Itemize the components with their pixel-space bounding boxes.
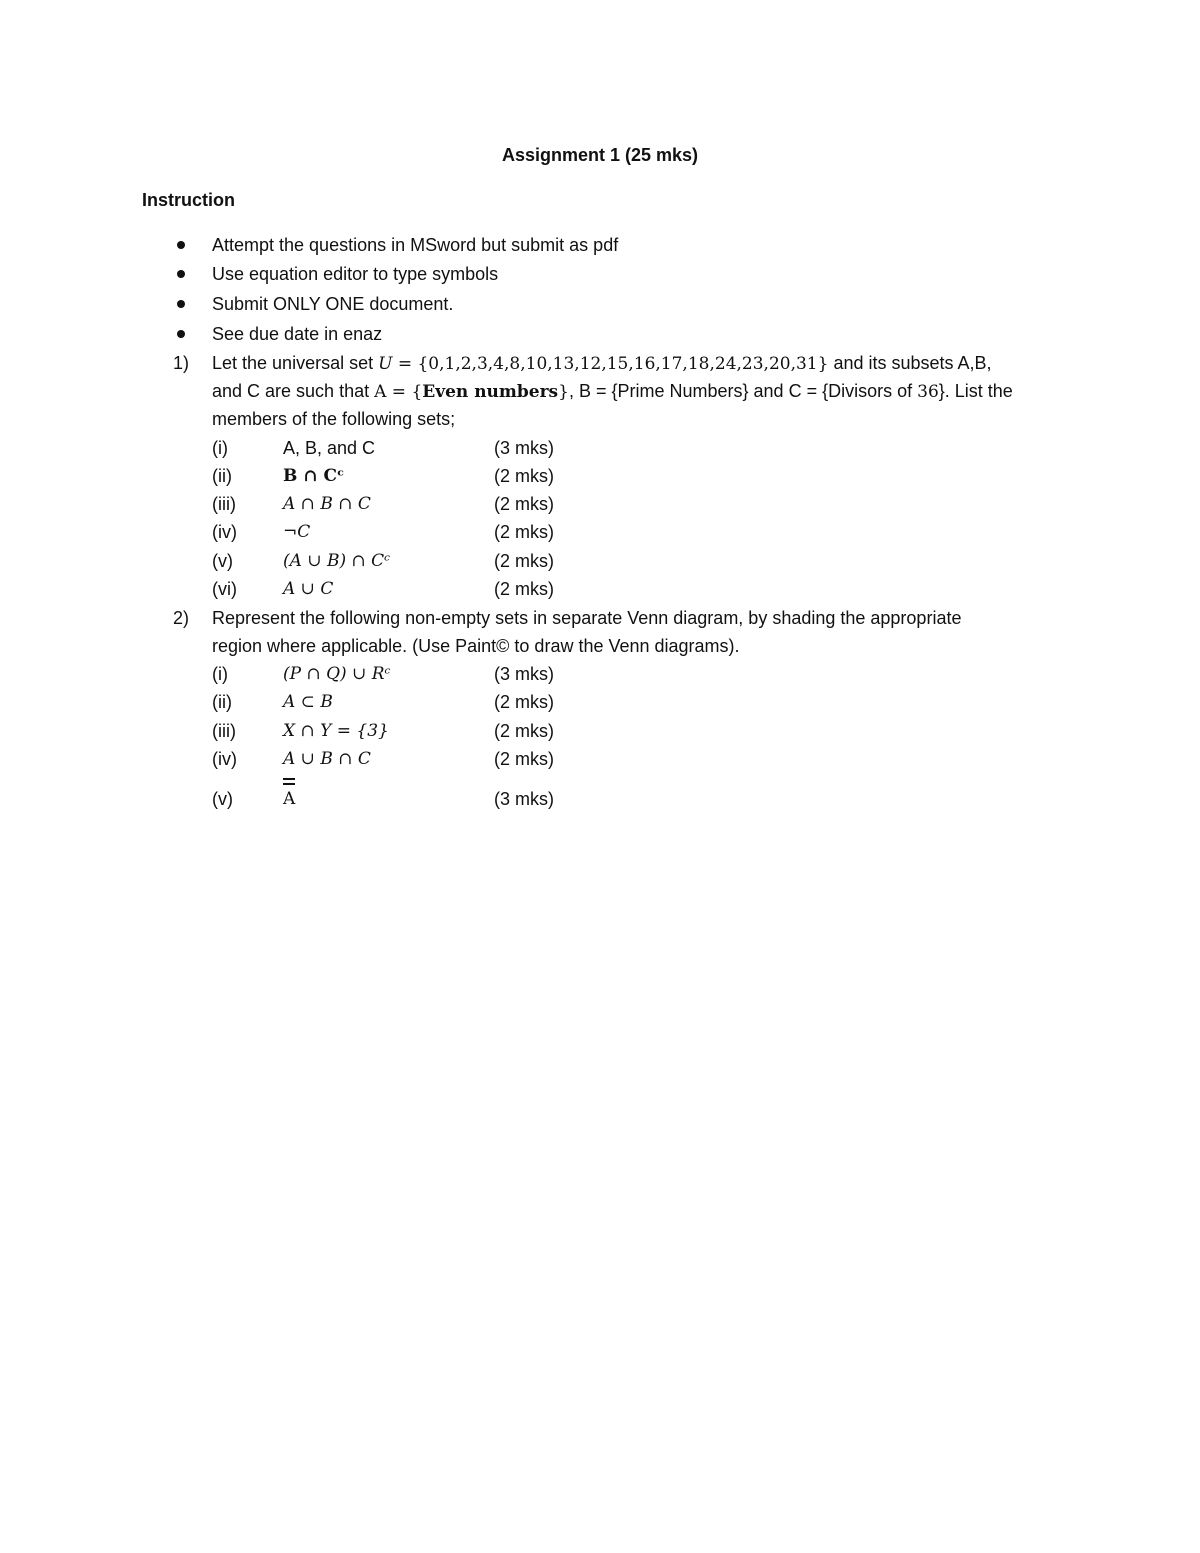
item-label: (v) (212, 789, 233, 809)
item-marks: (3 mks) (494, 664, 554, 684)
bullet-icon (177, 330, 185, 338)
item-label: (iv) (212, 749, 237, 769)
item-expression: A, B, and C (283, 438, 376, 458)
item-marks: (2 mks) (494, 579, 554, 599)
item-expression: B ∩ Cᶜ (283, 466, 345, 486)
list-item (0, 577, 1200, 601)
bullet-text: Attempt the questions in MSword but submit as pdf (212, 235, 619, 255)
item-expression: A ⊂ B (283, 692, 333, 712)
item-label: (i) (212, 438, 228, 458)
item-expression: A ∪ C (283, 579, 334, 599)
set-a-symbol: A = { (374, 382, 423, 402)
bullet-text: See due date in enaz (212, 324, 383, 344)
list-item (0, 464, 1200, 488)
item-marks: (2 mks) (494, 522, 554, 542)
list-item (0, 787, 1200, 811)
list-item (0, 662, 1200, 686)
list-item (0, 719, 1200, 743)
q1-text: and C are such that (212, 381, 375, 401)
item-label: (ii) (212, 692, 232, 712)
question-2-line-1: Represent the following non-empty sets in separate Venn diagram, by shading the appropriate (212, 608, 962, 628)
list-item (0, 520, 1200, 544)
q1-text: Let the universal set (212, 353, 379, 373)
list-item (0, 492, 1200, 516)
item-label: (i) (212, 664, 228, 684)
item-marks: (2 mks) (494, 692, 554, 712)
item-marks: (2 mks) (494, 494, 554, 514)
list-item (0, 747, 1200, 771)
instruction-heading: Instruction (142, 190, 235, 210)
question-1-line-2 (212, 379, 1013, 404)
item-label: (v) (212, 551, 233, 571)
item-marks: (2 mks) (494, 721, 554, 741)
double-overline-bar (283, 778, 295, 780)
item-expression: A ∩ B ∩ C (283, 494, 371, 514)
universal-set-symbol: U (378, 354, 393, 374)
item-label: (iii) (212, 494, 236, 514)
list-item (0, 549, 1200, 573)
list-item (0, 436, 1200, 460)
q1-text: }. List the (938, 381, 1013, 401)
bullet-icon (177, 300, 185, 308)
item-expression: ¬C (283, 522, 311, 542)
universal-set-members: = {0,1,2,3,4,8,10,13,12,15,16,17,18,24,23,20,31} (392, 354, 829, 374)
item-label: (ii) (212, 466, 232, 486)
item-expression: A ∪ B ∩ C (283, 749, 371, 769)
set-a-close: } (558, 382, 569, 402)
bullet-icon (177, 241, 185, 249)
item-marks: (3 mks) (494, 438, 554, 458)
item-label: (vi) (212, 579, 237, 599)
set-a-definition: Even numbers (422, 382, 559, 402)
bullet-text: Use equation editor to type symbols (212, 264, 499, 284)
item-expression: X ∩ Y = {3} (283, 721, 389, 741)
bullet-icon (177, 270, 185, 278)
item-label: (iii) (212, 721, 236, 741)
item-marks: (2 mks) (494, 551, 554, 571)
question-1-number: 1) (173, 353, 190, 373)
item-marks: (2 mks) (494, 749, 554, 769)
question-1-line-1 (212, 351, 992, 376)
item-expression: (P ∩ Q) ∪ Rᶜ (283, 664, 391, 684)
divisor-number: 36 (917, 382, 939, 402)
item-expression: (A ∪ B) ∩ Cᶜ (283, 551, 391, 571)
list-item (0, 690, 1200, 714)
question-2-line-2: region where applicable. (Use Paint© to draw the Venn diagrams). (212, 636, 740, 656)
item-marks: (3 mks) (494, 789, 554, 809)
question-2-number: 2) (173, 608, 190, 628)
item-expression: A (283, 789, 296, 809)
bullet-text: Submit ONLY ONE document. (212, 294, 454, 314)
item-label: (iv) (212, 522, 237, 542)
q1-text: and its subsets A,B, (828, 353, 992, 373)
document-title: Assignment 1 (25 mks) (501, 145, 699, 165)
q1-text: , B = {Prime Numbers} and C = {Divisors of (568, 381, 918, 401)
item-marks: (2 mks) (494, 466, 554, 486)
double-overline-bar (283, 783, 295, 785)
question-1-line-3: members of the following sets; (212, 409, 456, 429)
